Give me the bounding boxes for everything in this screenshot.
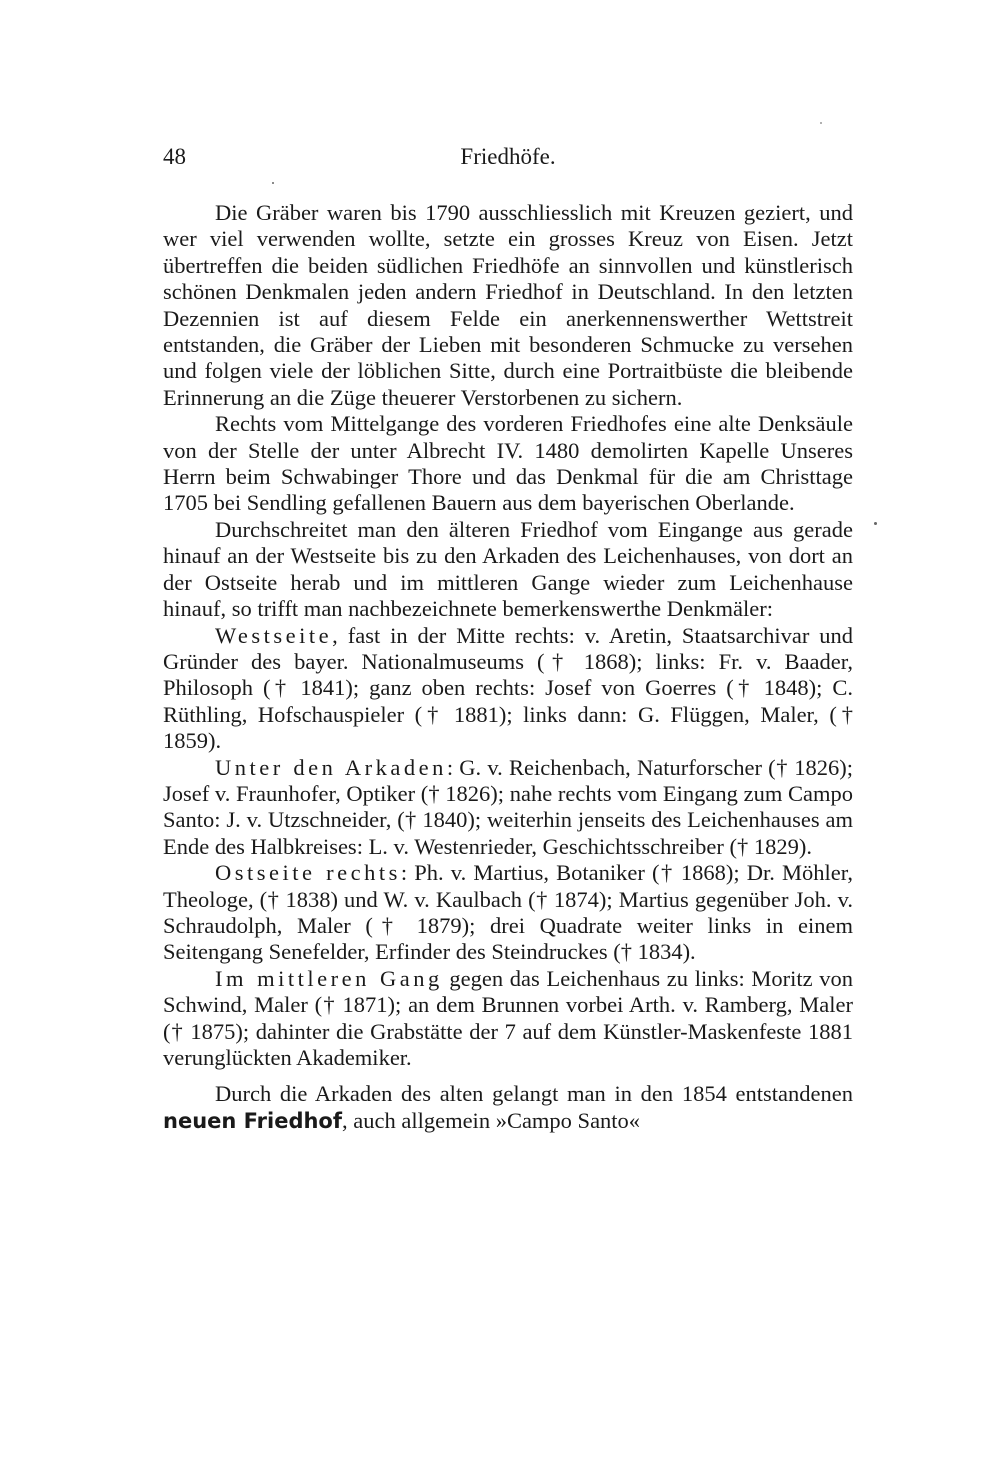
section-lead-westseite: Westseite (215, 622, 333, 648)
paragraph-mittlerer-gang (163, 966, 853, 1072)
paragraph-ostseite-text: : Ph. v. Martius, Botaniker († 1868); Dr. Möhler, Theologe, († 1838) und W. v. Kaulbach († 1874); Martius gegenüber Joh. v. Schraudolph, Maler († 1879); drei Quadrate weiter links in einem Seitengang Senefelder, Erfinder des Steindruckes († 1834). (163, 860, 853, 965)
section-lead-ostseite: Ostseite rechts (215, 860, 401, 886)
paragraph-arkaden (163, 755, 853, 861)
paragraph-memorial-column: Rechts vom Mittelgange des vorderen Friedhofes eine alte Denksäule von der Stelle der unter Albrecht IV. 1480 demolirten Kapelle Unseres Herrn beim Schwabinger Thore und das Denkmal für die am Christtage 1705 bei Sendling gefallenen Bauern aus dem bayerischen Oberlande. (163, 411, 853, 516)
print-speck (820, 122, 822, 124)
running-title: Friedhöfe. (460, 144, 556, 169)
paragraph-neuer-friedhof-after: , auch allgemein »Campo Santo« (342, 1107, 641, 1133)
paragraph-mittlerer-gang-text: gegen das Leichenhaus zu links: Moritz von Schwind, Maler († 1871); an dem Brunnen vorbei Arth. v. Ramberg, Maler († 1875); dahinter die Grabstätte der 7 auf dem Künstler-Maskenfeste 1881 verunglückten Akademiker. (163, 965, 853, 1070)
print-speck (272, 182, 274, 184)
paragraph-route-description: Durchschreitet man den älteren Friedhof vom Eingange aus gerade hinauf an der Westseite bis zu den Arkaden des Leichenhauses, von dort an der Ostseite herab und im mittleren Gange wieder zum Leichenhause hinauf, so trifft man nachbezeichnete bemerkenswerthe Denkmäler: (163, 516, 853, 622)
paragraph-grave-decoration: Die Gräber waren bis 1790 ausschliesslich mit Kreuzen geziert, und wer viel verwenden wollte, setzte ein grosses Kreuz von Eisen. Jetzt übertreffen die beiden südlichen Friedhöfe an sinnvollen und künstlerisch schönen Denkmalen jeden andern Friedhof in Deutschland. In den letzten Dezennien ist auf diesem Felde ein anerkennenswerther Wettstreit entstanden, die Gräber der Lieben mit besonderen Schmucke zu versehen und folgen viele der löblichen Sitte, durch eine Portraitbüste die bleibende Erinnerung an die Züge theuerer Verstorbenen zu sichern. (163, 200, 853, 410)
section-lead-mittlerer-gang: Im mittleren Gang (215, 965, 443, 991)
body-text (163, 200, 853, 1134)
print-speck (874, 522, 877, 525)
paragraph-neuer-friedhof-before: Durch die Arkaden des alten gelangt man in den 1854 entstandenen (215, 1081, 853, 1107)
page-number: 48 (163, 144, 186, 169)
section-lead-arkaden: Unter den Arkaden (215, 754, 447, 780)
paragraph-ostseite (163, 860, 853, 966)
paragraph-neuer-friedhof (163, 1081, 853, 1134)
bold-term-neuen-friedhof: neuen Friedhof (163, 1108, 342, 1133)
paragraph-westseite-text: , fast in der Mitte rechts: v. Aretin, Staatsarchivar und Gründer des bayer. Nationalmuseums († 1868); links: Fr. v. Baader, Philosoph († 1841); ganz oben rechts: Josef von Goerres († 1848); C. Rüthling, Hofschauspieler († 1881); links dann: G. Flüggen, Maler, († 1859). (163, 622, 853, 754)
paragraph-arkaden-text: : G. v. Reichenbach, Naturforscher († 1826); Josef v. Fraunhofer, Optiker († 1826); nahe rechts vom Eingang zum Campo Santo: J. v. Utzschneider, († 1840); weiterhin jenseits des Leichenhauses am Ende des Halbkreises: L. v. Westenrieder, Geschichtsschreiber († 1829). (163, 754, 853, 859)
paragraph-westseite (163, 623, 853, 755)
running-head (163, 144, 853, 174)
